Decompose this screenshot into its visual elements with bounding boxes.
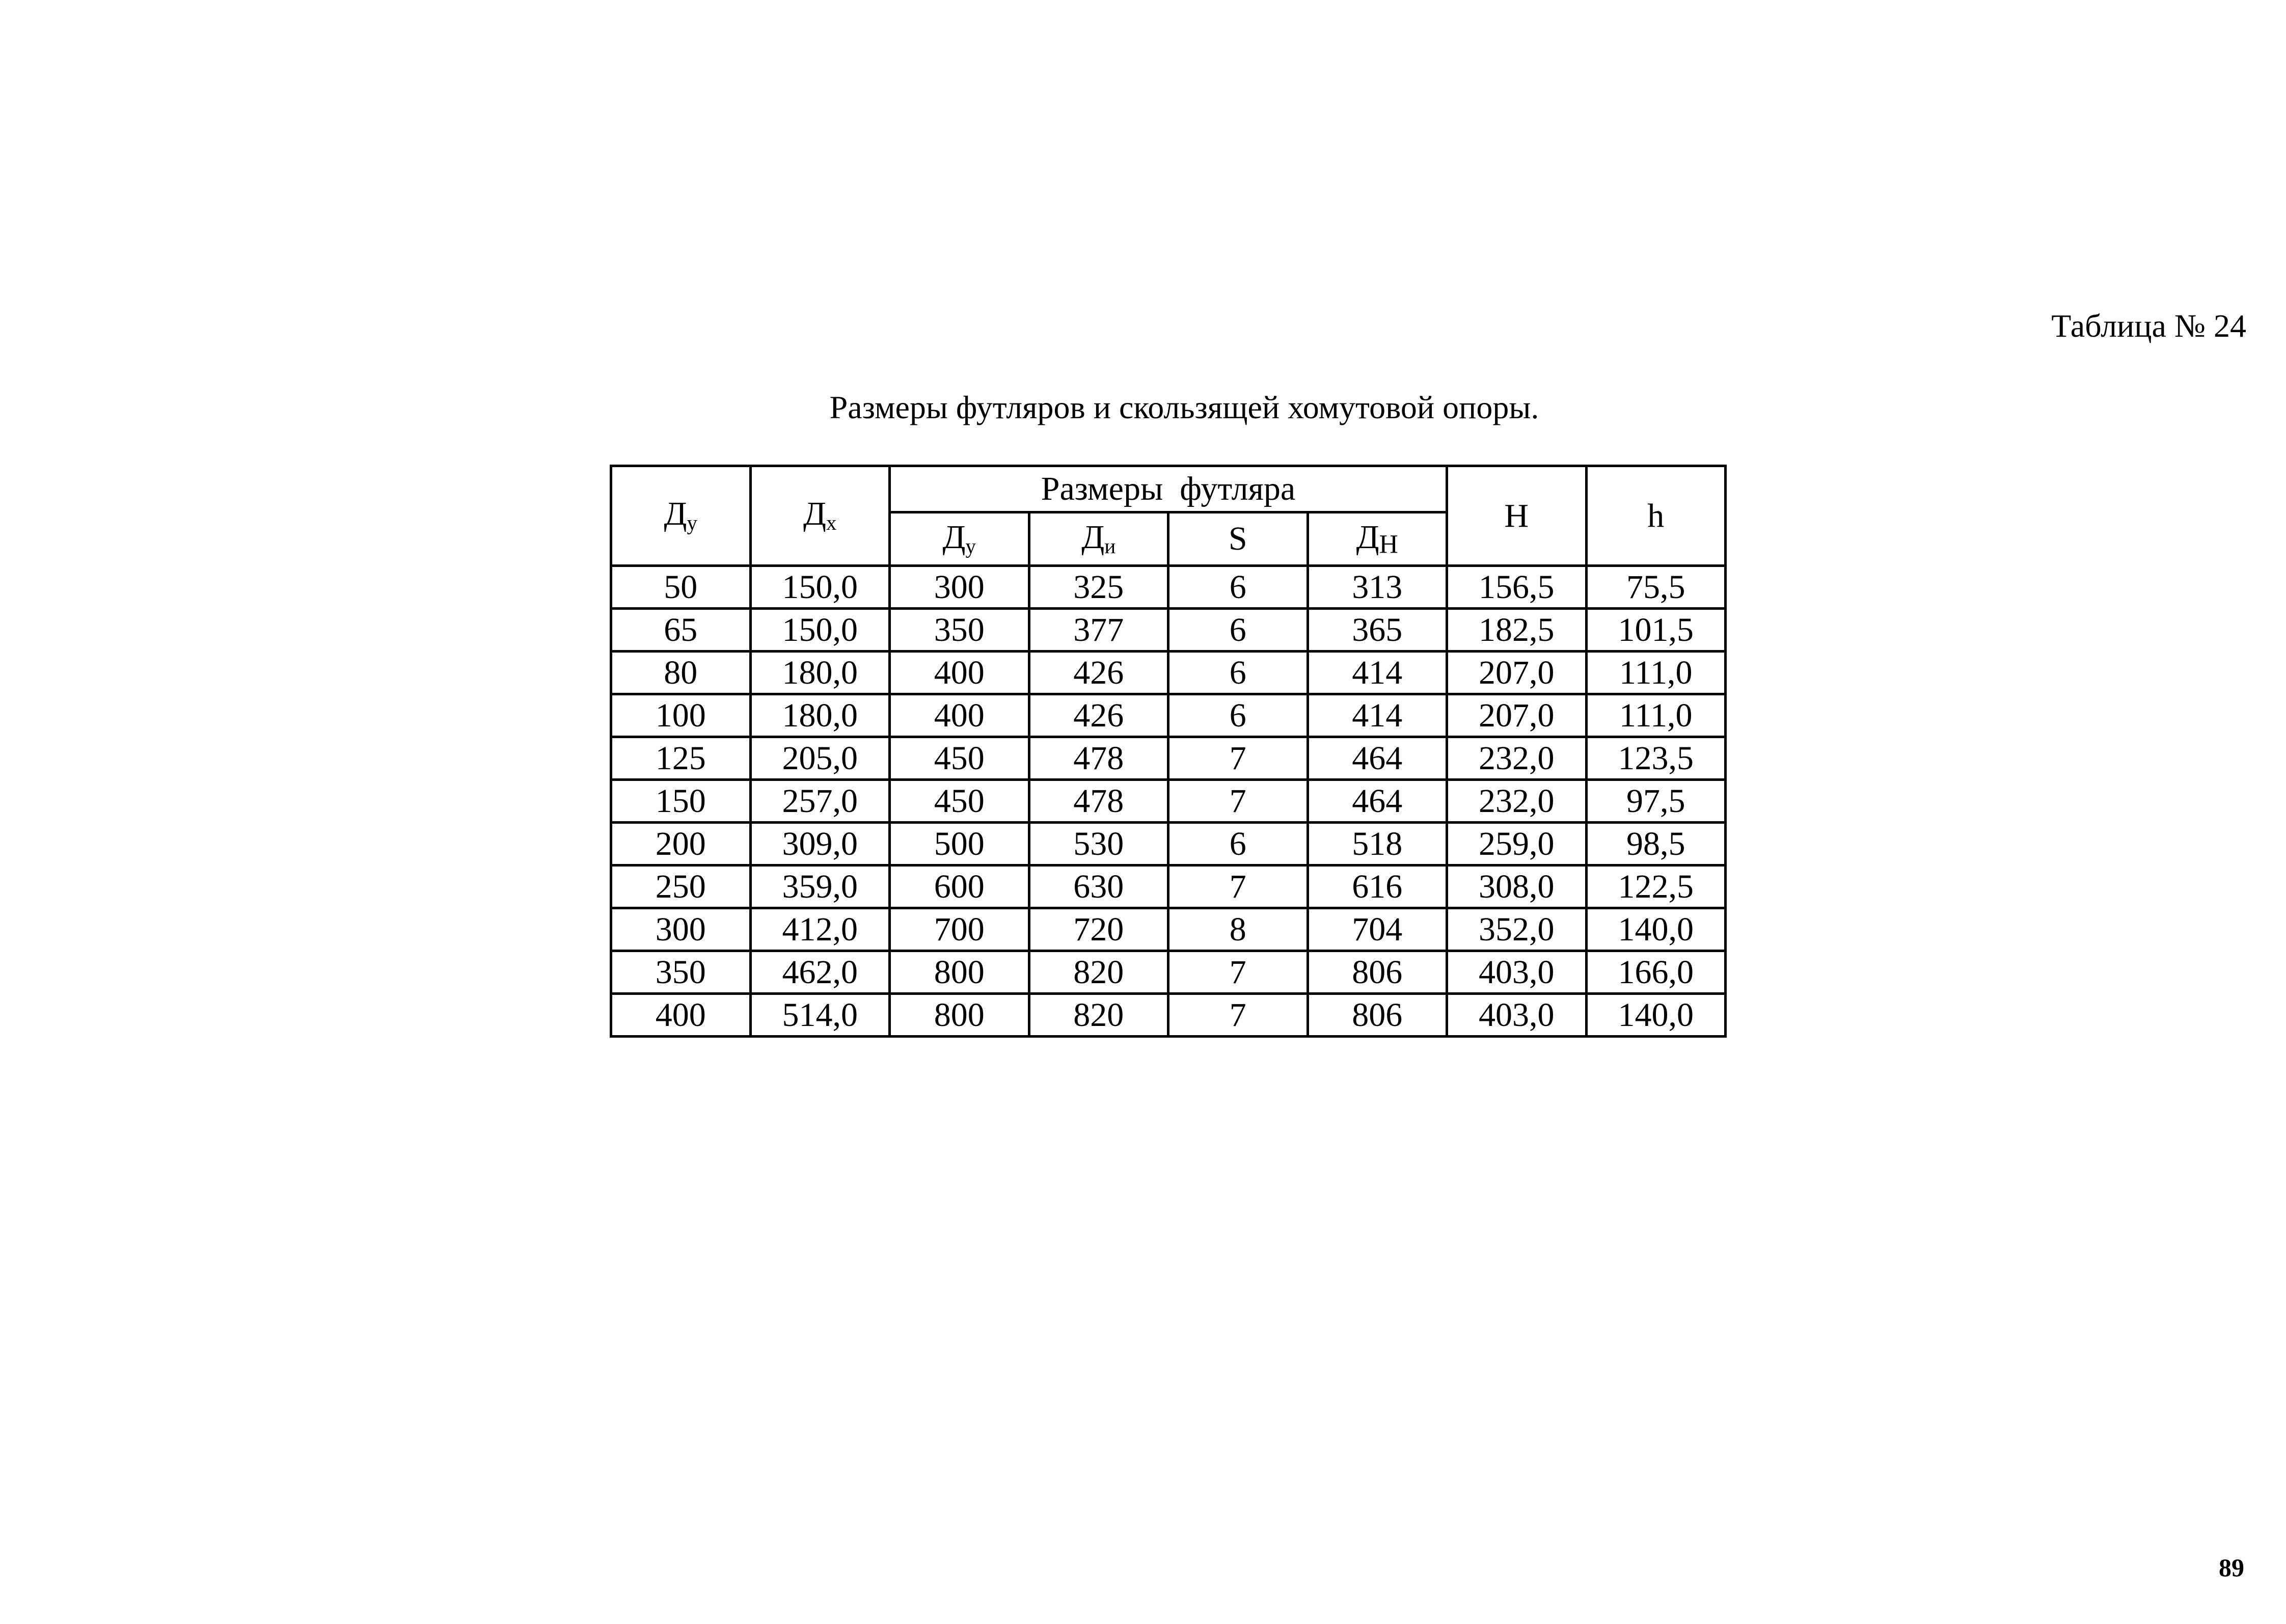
cell-dx: 180,0 <box>750 652 890 694</box>
cell-case-s: 7 <box>1168 780 1308 823</box>
cell-h: 75,5 <box>1586 566 1726 609</box>
header-case-dimensions: Размеры футляра <box>890 466 1447 512</box>
cell-case-di: 325 <box>1029 566 1168 609</box>
cell-case-dn: 464 <box>1308 780 1447 823</box>
cell-du: 250 <box>611 865 751 908</box>
header-h: h <box>1586 466 1726 566</box>
cell-case-di: 478 <box>1029 737 1168 780</box>
cell-du: 100 <box>611 694 751 737</box>
header-du-sub: у <box>687 511 697 535</box>
cell-H: 232,0 <box>1447 737 1587 780</box>
cell-case-s: 7 <box>1168 865 1308 908</box>
header-case-du-base: Д <box>942 518 966 556</box>
cell-h: 98,5 <box>1586 823 1726 865</box>
table-row <box>611 823 1726 865</box>
cell-H: 207,0 <box>1447 652 1587 694</box>
cell-case-dn: 616 <box>1308 865 1447 908</box>
table-row <box>611 737 1726 780</box>
cell-H: 403,0 <box>1447 951 1587 994</box>
cell-case-dn: 518 <box>1308 823 1447 865</box>
header-dx-base: Д <box>803 495 827 533</box>
cell-H: 182,5 <box>1447 609 1587 652</box>
cell-case-s: 6 <box>1168 823 1308 865</box>
cell-H: 156,5 <box>1447 566 1587 609</box>
cell-case-dn: 414 <box>1308 652 1447 694</box>
cell-H: 308,0 <box>1447 865 1587 908</box>
cell-du: 300 <box>611 908 751 951</box>
cell-case-du: 700 <box>890 908 1029 951</box>
cell-case-di: 820 <box>1029 994 1168 1037</box>
cell-case-dn: 806 <box>1308 951 1447 994</box>
table-row <box>611 652 1726 694</box>
cell-case-dn: 414 <box>1308 694 1447 737</box>
cell-dx: 150,0 <box>750 566 890 609</box>
header-case-di-base: Д <box>1081 518 1105 556</box>
cell-case-du: 500 <box>890 823 1029 865</box>
cell-h: 123,5 <box>1586 737 1726 780</box>
cell-dx: 412,0 <box>750 908 890 951</box>
cell-dx: 257,0 <box>750 780 890 823</box>
header-case-dn-base: Д <box>1356 518 1379 556</box>
cell-du: 50 <box>611 566 751 609</box>
cell-H: 232,0 <box>1447 780 1587 823</box>
cell-case-du: 400 <box>890 694 1029 737</box>
table-row <box>611 609 1726 652</box>
cell-case-dn: 365 <box>1308 609 1447 652</box>
header-case-di <box>1029 512 1168 566</box>
header-case-di-sub: и <box>1104 535 1116 558</box>
cell-case-s: 6 <box>1168 694 1308 737</box>
cell-du: 350 <box>611 951 751 994</box>
table-row <box>611 566 1726 609</box>
cell-du: 80 <box>611 652 751 694</box>
header-H: H <box>1447 466 1587 566</box>
cell-h: 111,0 <box>1586 694 1726 737</box>
cell-h: 97,5 <box>1586 780 1726 823</box>
cell-case-du: 800 <box>890 994 1029 1037</box>
cell-dx: 309,0 <box>750 823 890 865</box>
cell-dx: 150,0 <box>750 609 890 652</box>
cell-dx: 514,0 <box>750 994 890 1037</box>
cell-case-du: 350 <box>890 609 1029 652</box>
cell-case-s: 8 <box>1168 908 1308 951</box>
header-du <box>611 466 751 566</box>
cell-case-di: 426 <box>1029 694 1168 737</box>
cell-du: 125 <box>611 737 751 780</box>
cell-case-du: 400 <box>890 652 1029 694</box>
cell-case-s: 6 <box>1168 609 1308 652</box>
header-case-dn <box>1308 512 1447 566</box>
cell-h: 122,5 <box>1586 865 1726 908</box>
cell-case-dn: 806 <box>1308 994 1447 1037</box>
table-row <box>611 865 1726 908</box>
header-row-top <box>611 466 1726 512</box>
cell-H: 259,0 <box>1447 823 1587 865</box>
header-case-du-sub: у <box>965 535 976 558</box>
cell-H: 352,0 <box>1447 908 1587 951</box>
header-case-dn-sub: Н <box>1379 529 1398 559</box>
cell-case-s: 7 <box>1168 737 1308 780</box>
table-row <box>611 951 1726 994</box>
cell-case-di: 426 <box>1029 652 1168 694</box>
cell-case-dn: 464 <box>1308 737 1447 780</box>
cell-dx: 462,0 <box>750 951 890 994</box>
cell-case-s: 6 <box>1168 566 1308 609</box>
cell-du: 400 <box>611 994 751 1037</box>
table-row <box>611 694 1726 737</box>
cell-H: 207,0 <box>1447 694 1587 737</box>
table-row <box>611 780 1726 823</box>
cell-dx: 180,0 <box>750 694 890 737</box>
table-row <box>611 994 1726 1037</box>
cell-case-dn: 704 <box>1308 908 1447 951</box>
cell-case-du: 800 <box>890 951 1029 994</box>
cell-case-du: 300 <box>890 566 1029 609</box>
table-row <box>611 908 1726 951</box>
table-body <box>611 566 1726 1037</box>
header-case-s: S <box>1168 512 1308 566</box>
page-number: 89 <box>2219 1553 2244 1582</box>
table-title: Размеры футляров и скользящей хомутовой опоры. <box>829 389 1539 425</box>
cell-h: 140,0 <box>1586 908 1726 951</box>
header-case-du <box>890 512 1029 566</box>
cell-case-di: 630 <box>1029 865 1168 908</box>
cell-case-di: 720 <box>1029 908 1168 951</box>
cell-dx: 205,0 <box>750 737 890 780</box>
cell-du: 150 <box>611 780 751 823</box>
cell-case-di: 530 <box>1029 823 1168 865</box>
cell-H: 403,0 <box>1447 994 1587 1037</box>
cell-case-s: 7 <box>1168 951 1308 994</box>
cell-du: 65 <box>611 609 751 652</box>
cell-h: 101,5 <box>1586 609 1726 652</box>
cell-h: 111,0 <box>1586 652 1726 694</box>
cell-case-dn: 313 <box>1308 566 1447 609</box>
cell-h: 140,0 <box>1586 994 1726 1037</box>
cell-dx: 359,0 <box>750 865 890 908</box>
cell-case-du: 450 <box>890 780 1029 823</box>
cell-case-di: 820 <box>1029 951 1168 994</box>
cell-h: 166,0 <box>1586 951 1726 994</box>
dimensions-table <box>610 465 1727 1038</box>
cell-case-di: 478 <box>1029 780 1168 823</box>
cell-case-s: 7 <box>1168 994 1308 1037</box>
cell-case-du: 600 <box>890 865 1029 908</box>
cell-case-du: 450 <box>890 737 1029 780</box>
header-dx <box>750 466 890 566</box>
cell-case-di: 377 <box>1029 609 1168 652</box>
cell-du: 200 <box>611 823 751 865</box>
header-dx-sub: х <box>826 511 837 535</box>
table-number: Таблица № 24 <box>2051 308 2246 344</box>
header-du-base: Д <box>664 495 687 533</box>
cell-case-s: 6 <box>1168 652 1308 694</box>
